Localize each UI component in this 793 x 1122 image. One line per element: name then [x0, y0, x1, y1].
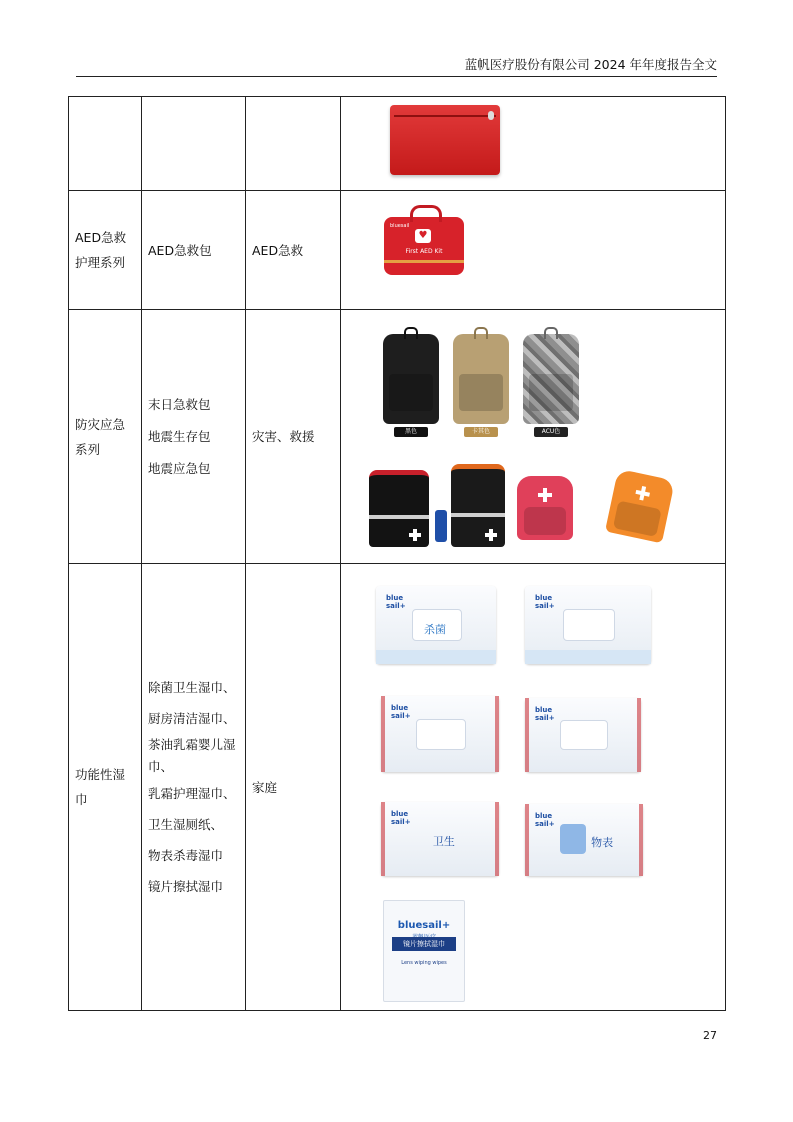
red-pouch-image — [390, 105, 500, 175]
series-cell — [69, 97, 142, 191]
wipe-label: 卫生 — [432, 834, 455, 848]
header-title: 蓝帆医疗股份有限公司 2024 年年度报告全文 — [464, 57, 717, 72]
use-cell — [246, 564, 341, 1011]
product-label: AED急救包 — [148, 242, 212, 258]
baby-wipes-image: blue sail+ — [381, 696, 499, 772]
image-cell — [341, 97, 726, 191]
series-label: 功能性湿巾 — [75, 767, 126, 807]
product-label: 物表杀毒湿巾 — [148, 848, 224, 863]
page-header — [76, 56, 717, 77]
product-label: 除菌卫生湿巾、 — [148, 680, 236, 695]
product-label: 地震生存包 — [148, 428, 211, 444]
use-cell — [246, 97, 341, 191]
product-label: 巾、 — [148, 759, 174, 774]
lens-brand: bluesail+ — [397, 920, 451, 931]
emergency-kit-orange-image — [451, 464, 505, 547]
products-cell — [142, 310, 246, 564]
heart-icon: ♥ — [415, 229, 431, 243]
table-row — [69, 191, 726, 310]
emergency-kit-black-image — [369, 470, 429, 547]
page-number: 27 — [703, 1029, 717, 1042]
product-label: 厨房清洁湿巾、 — [148, 711, 236, 726]
product-table — [68, 96, 726, 1011]
surface-disinfect-wipes-image: blue sail+ 物表 — [525, 804, 643, 876]
image-cell — [341, 191, 726, 310]
cream-wipes-image: blue sail+ — [525, 698, 641, 772]
series-label: AED急救护理系列 — [75, 230, 127, 270]
pink-rescue-backpack-image — [517, 476, 573, 540]
color-tag: 黑色 — [394, 427, 428, 437]
use-label: 灾害、救援 — [252, 429, 315, 444]
use-cell — [246, 191, 341, 310]
product-label: 茶油乳霜婴儿湿 — [148, 737, 236, 752]
products-cell — [142, 564, 246, 1011]
products-cell — [142, 97, 246, 191]
series-label: 防灾应急系列 — [75, 416, 126, 457]
table-row — [69, 310, 726, 564]
black-backpack-image — [383, 334, 439, 424]
camo-backpack-image — [523, 334, 579, 424]
wipe-label: 杀菌 — [424, 623, 446, 637]
product-label: 乳霜护理湿巾、 — [148, 786, 236, 801]
color-tag: ACU色 — [534, 427, 568, 437]
color-tag: 卡其色 — [464, 427, 498, 437]
products-cell — [142, 191, 246, 310]
use-cell — [246, 310, 341, 564]
bottle-image — [435, 510, 447, 542]
table-row — [69, 564, 726, 1011]
toilet-wipes-image: blue sail+ 卫生 — [381, 802, 499, 876]
product-label: 镜片擦拭湿巾 — [148, 879, 224, 894]
product-label: 末日急救包 — [148, 396, 211, 412]
lens-wipes-image — [383, 900, 465, 1002]
orange-rescue-backpack-image — [605, 469, 675, 544]
image-cell — [341, 564, 726, 1011]
table-row — [69, 97, 726, 191]
product-label: 卫生湿厕纸、 — [148, 817, 224, 832]
lens-subtitle: Lens wiping wipes — [401, 960, 447, 966]
series-cell — [69, 310, 142, 564]
aed-brand-text: bluesail — [390, 223, 410, 229]
series-cell — [69, 191, 142, 310]
series-cell — [69, 564, 142, 1011]
sterilizing-wipes-image: blue sail+ 杀菌 — [376, 586, 496, 664]
khaki-backpack-image — [453, 334, 509, 424]
kitchen-wipes-image: blue sail+ — [525, 586, 651, 664]
use-label: 家庭 — [252, 779, 278, 795]
product-label: 地震应急包 — [148, 460, 211, 476]
aed-kit-image — [384, 217, 464, 275]
lens-title: 镜片擦拭湿巾 — [392, 937, 456, 951]
wipe-label: 物表 — [591, 835, 614, 849]
image-cell — [341, 310, 726, 564]
use-label: AED急救 — [252, 242, 304, 258]
aed-kit-label: First AED Kit — [405, 248, 443, 255]
